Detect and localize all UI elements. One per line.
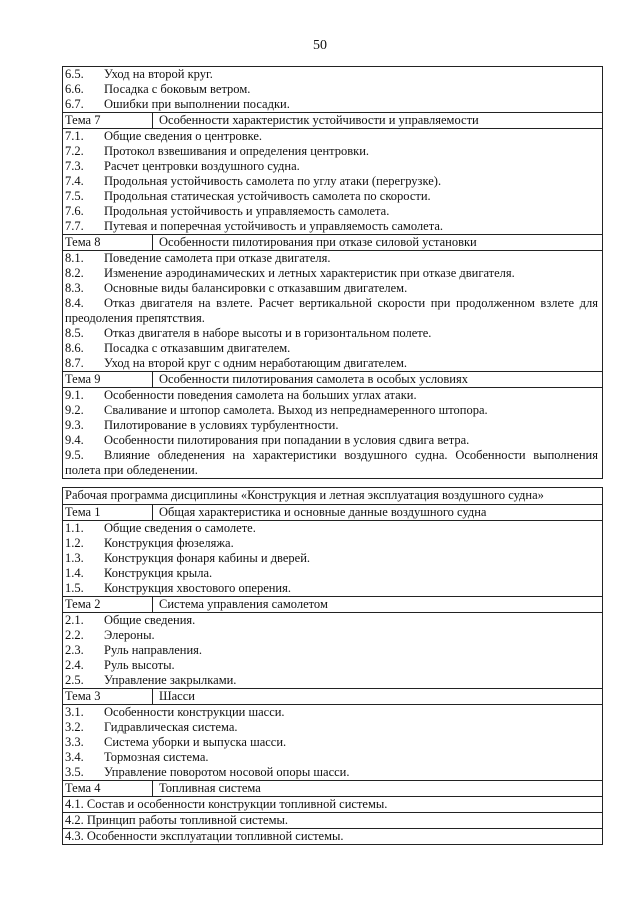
- item-text: Протокол взвешивания и определения центровки.: [104, 144, 370, 158]
- item-number: 8.3.: [65, 281, 84, 295]
- item-text: Посадка с боковым ветром.: [104, 82, 251, 96]
- item-text: Продольная устойчивость самолета по углу атаки (перегрузке).: [104, 174, 442, 188]
- topic-item: [63, 551, 602, 566]
- item-text: Особенности поведения самолета на больших углах атаки.: [104, 388, 417, 402]
- topic-item: [63, 581, 602, 596]
- item-number: 6.6.: [65, 82, 84, 96]
- item-number: 7.2.: [65, 144, 84, 158]
- item-number: 3.3.: [65, 735, 84, 749]
- item-number: 9.4.: [65, 433, 84, 447]
- item-number: 1.2.: [65, 536, 84, 550]
- item-text: Руль направления.: [104, 643, 203, 657]
- item-text: Руль высоты.: [104, 658, 175, 672]
- topic-header: [63, 505, 602, 521]
- item-text: Сваливание и штопор самолета. Выход из непреднамеренного штопора.: [104, 403, 488, 417]
- item-number: 9.2.: [65, 403, 84, 417]
- item-text: Общие сведения о самолете.: [104, 521, 256, 535]
- topic-item: [63, 521, 602, 536]
- item-text: Особенности пилотирования при попадании в условия сдвига ветра.: [104, 433, 470, 447]
- topic-item: [63, 628, 602, 643]
- topic-item: [63, 174, 602, 189]
- item-number: 6.5.: [65, 67, 84, 81]
- item-text: Уход на второй круг.: [104, 67, 213, 81]
- item-text: Продольная статическая устойчивость самолета по скорости.: [104, 189, 431, 203]
- topic-header: [63, 688, 602, 705]
- item-text: Управление поворотом носовой опоры шасси.: [104, 765, 350, 779]
- topic-item: [63, 189, 602, 204]
- topic-item: [63, 281, 602, 296]
- topic-item: [63, 673, 602, 688]
- topic-item: [63, 326, 602, 341]
- topic-number: Тема 9: [63, 372, 153, 387]
- item-text: Общие сведения о центровке.: [104, 129, 263, 143]
- item-number: 2.3.: [65, 643, 84, 657]
- curriculum-table-1: [62, 66, 603, 479]
- item-text: Уход на второй круг с одним неработающим двигателем.: [104, 356, 408, 370]
- item-text: Отказ двигателя на взлете. Расчет вертикальной скорости при продолженном взлете для преодоления препятствия.: [65, 296, 598, 325]
- item-number: 8.1.: [65, 251, 84, 265]
- topic-item: [63, 613, 602, 628]
- item-number: 2.1.: [65, 613, 84, 627]
- topic-item: [63, 144, 602, 159]
- item-number: 8.6.: [65, 341, 84, 355]
- item-text: Конструкция фонаря кабины и дверей.: [104, 551, 311, 565]
- item-number: 9.3.: [65, 418, 84, 432]
- topic-item: [63, 97, 602, 112]
- topic-item: 4.2. Принцип работы топливной системы.: [63, 812, 602, 828]
- item-number: 7.3.: [65, 159, 84, 173]
- item-number: 2.5.: [65, 673, 84, 687]
- item-number: 1.3.: [65, 551, 84, 565]
- item-text: Ошибки при выполнении посадки.: [104, 97, 290, 111]
- item-text: Путевая и поперечная устойчивость и управляемость самолета.: [104, 219, 444, 233]
- item-number: 7.1.: [65, 129, 84, 143]
- item-number: 2.4.: [65, 658, 84, 672]
- topic-title: Система управления самолетом: [159, 597, 328, 611]
- topic-item: [63, 159, 602, 174]
- topic-number: Тема 4: [63, 781, 153, 796]
- item-text: Гидравлическая система.: [104, 720, 238, 734]
- item-number: 9.5.: [65, 448, 84, 462]
- topic-item: [63, 750, 602, 765]
- item-text: Элероны.: [104, 628, 155, 642]
- item-text: Поведение самолета при отказе двигателя.: [104, 251, 331, 265]
- topic-header: [63, 780, 602, 797]
- topic-item: [63, 433, 602, 448]
- topic-item: [63, 251, 602, 266]
- item-text: Конструкция хвостового оперения.: [104, 581, 291, 595]
- topic-item: [63, 341, 602, 356]
- program-title: Рабочая программа дисциплины «Конструкция и летная эксплуатация воздушного судна»: [63, 488, 602, 505]
- item-text: Особенности конструкции шасси.: [104, 705, 285, 719]
- item-number: 1.5.: [65, 581, 84, 595]
- topic-item: [63, 448, 602, 478]
- topic-item: [63, 720, 602, 735]
- topic-number: Тема 1: [63, 505, 153, 520]
- topic-title: Топливная система: [159, 781, 261, 795]
- item-number: 8.2.: [65, 266, 84, 280]
- item-text: Тормозная система.: [104, 750, 209, 764]
- topic-header: [63, 596, 602, 613]
- topic-title: Особенности пилотирования при отказе силовой установки: [159, 235, 477, 249]
- item-text: Общие сведения.: [104, 613, 196, 627]
- item-number: 7.6.: [65, 204, 84, 218]
- item-text: Изменение аэродинамических и летных характеристик при отказе двигателя.: [104, 266, 515, 280]
- topic-item: [63, 765, 602, 780]
- topic-item: [63, 266, 602, 281]
- item-number: 3.5.: [65, 765, 84, 779]
- topic-item: [63, 658, 602, 673]
- item-text: Основные виды балансировки с отказавшим двигателем.: [104, 281, 408, 295]
- item-text: Конструкция фюзеляжа.: [104, 536, 234, 550]
- item-text: Влияние обледенения на характеристики воздушного судна. Особенности выполнения полета при обледенении.: [65, 448, 598, 477]
- topic-item: 4.3. Особенности эксплуатации топливной системы.: [63, 828, 602, 844]
- item-number: 6.7.: [65, 97, 84, 111]
- topic-item: [63, 536, 602, 551]
- item-text: Конструкция крыла.: [104, 566, 213, 580]
- topic-item: [63, 643, 602, 658]
- topic-number: Тема 8: [63, 235, 153, 250]
- item-number: 3.1.: [65, 705, 84, 719]
- topic-title: Общая характеристика и основные данные воздушного судна: [159, 505, 487, 519]
- topic-item: [63, 418, 602, 433]
- topic-item: [63, 67, 602, 82]
- item-number: 7.7.: [65, 219, 84, 233]
- item-number: 8.4.: [65, 296, 84, 310]
- item-number: 7.5.: [65, 189, 84, 203]
- item-text: Управление закрылками.: [104, 673, 237, 687]
- topic-header: [63, 234, 602, 251]
- page-number: 50: [313, 38, 327, 53]
- topic-header: [63, 112, 602, 129]
- item-text: Пилотирование в условиях турбулентности.: [104, 418, 339, 432]
- topic-title: Особенности характеристик устойчивости и управляемости: [159, 113, 479, 127]
- item-number: 3.4.: [65, 750, 84, 764]
- topic-item: [63, 296, 602, 326]
- topic-item: [63, 403, 602, 418]
- item-text: Продольная устойчивость и управляемость самолета.: [104, 204, 390, 218]
- item-text: Расчет центровки воздушного судна.: [104, 159, 300, 173]
- topic-item: 4.1. Состав и особенности конструкции топливной системы.: [65, 797, 388, 811]
- topic-item: [63, 566, 602, 581]
- topic-item: [63, 388, 602, 403]
- item-number: 8.5.: [65, 326, 84, 340]
- item-number: 1.4.: [65, 566, 84, 580]
- item-text: Отказ двигателя в наборе высоты и в горизонтальном полете.: [104, 326, 432, 340]
- topic-item: [63, 82, 602, 97]
- topic-item: [63, 705, 602, 720]
- topic-item: [63, 356, 602, 371]
- topic-item: [63, 219, 602, 234]
- item-number: 2.2.: [65, 628, 84, 642]
- item-text: Система уборки и выпуска шасси.: [104, 735, 287, 749]
- topic-number: Тема 7: [63, 113, 153, 128]
- topic-header: [63, 371, 602, 388]
- topic-title: Особенности пилотирования самолета в особых условиях: [159, 372, 468, 386]
- topic-title: Шасси: [159, 689, 195, 703]
- topic-number: Тема 2: [63, 597, 153, 612]
- curriculum-table-2: [62, 487, 603, 845]
- item-number: 7.4.: [65, 174, 84, 188]
- item-number: 1.1.: [65, 521, 84, 535]
- topic-item: [63, 129, 602, 144]
- topic-item: [63, 204, 602, 219]
- item-text: Посадка с отказавшим двигателем.: [104, 341, 291, 355]
- item-number: 3.2.: [65, 720, 84, 734]
- item-number: 8.7.: [65, 356, 84, 370]
- topic-item: [63, 735, 602, 750]
- item-number: 9.1.: [65, 388, 84, 402]
- topic-number: Тема 3: [63, 689, 153, 704]
